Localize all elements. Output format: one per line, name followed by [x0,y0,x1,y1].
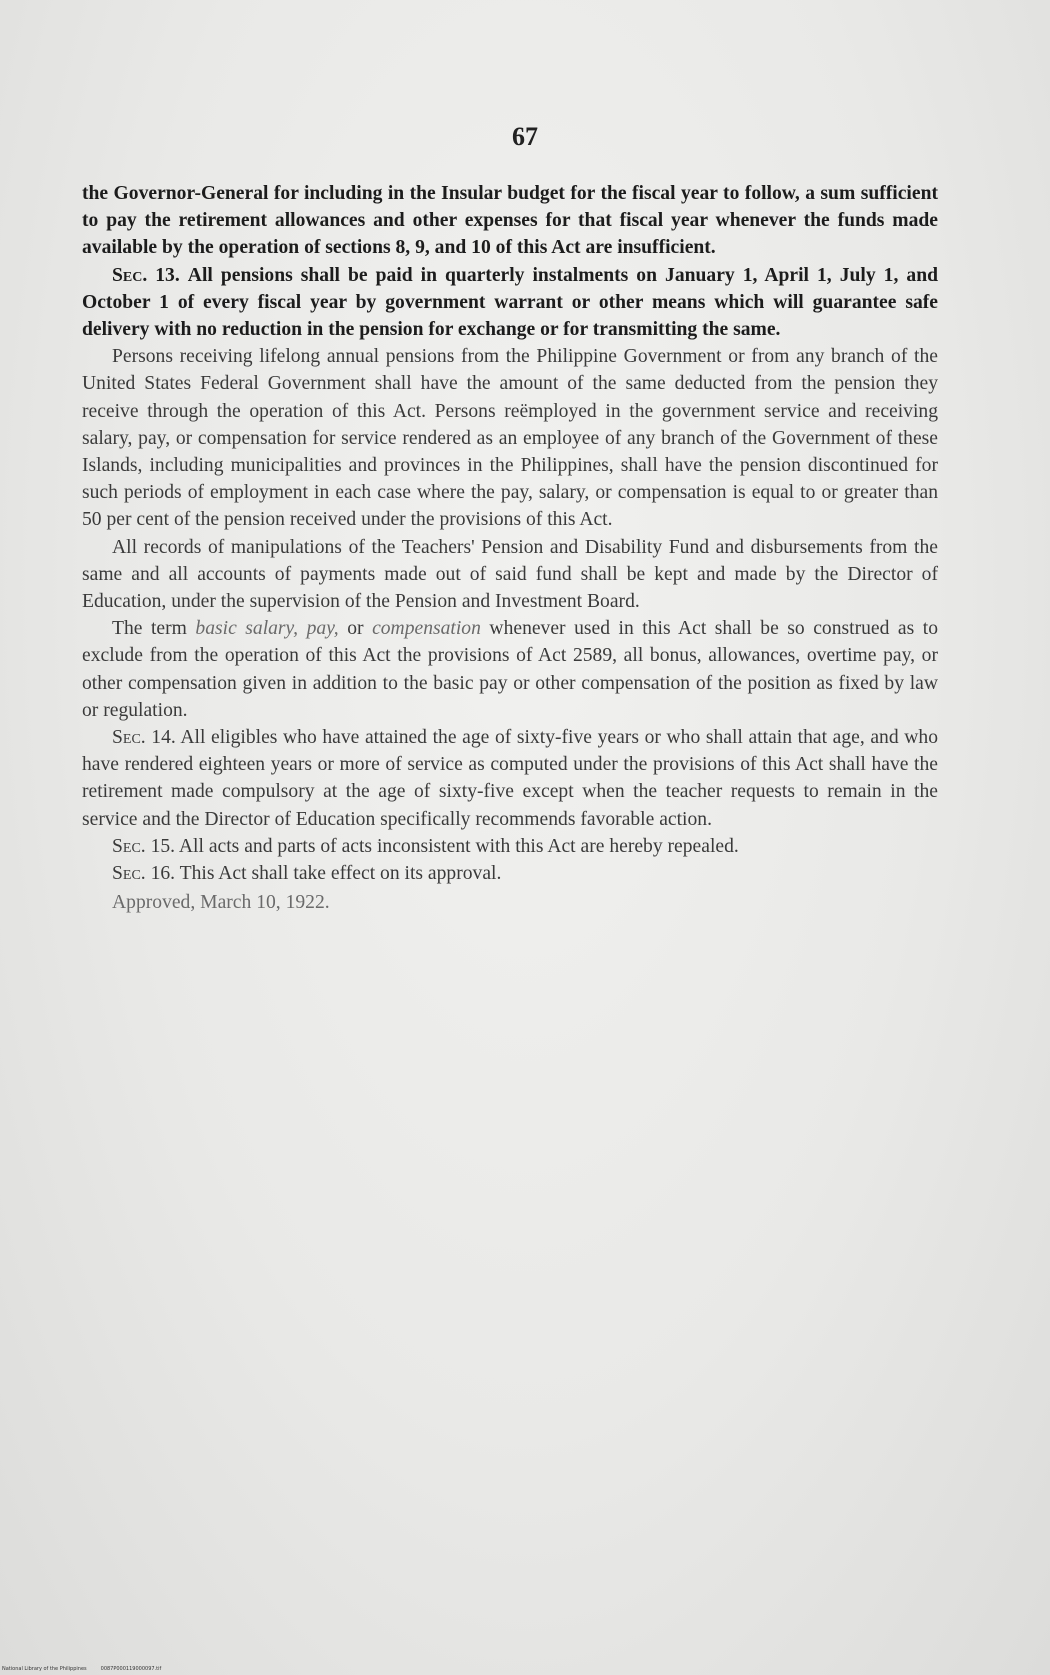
footer-credit-text: National Library of the Philippines [2,1666,87,1672]
term-pay: pay, [306,618,339,640]
section-text: This Act shall take effect on its approval. [179,863,502,885]
page-number: 67 [512,122,538,151]
paragraph-sec-16 [82,860,938,887]
section-text: All acts and parts of acts inconsistent with this Act are hereby repealed. [178,835,739,857]
footer-code-text: 0087P000119000097.tif [100,1666,162,1672]
term-compensation: compensation [372,618,481,640]
paragraph-records: All records of manipulations of the Teachers' Pension and Disability Fund and disbursements from the same and all accounts of payments made out of said fund shall be kept and made by the Director of Education, under the supervision of the Pension and Investment Board. [82,536,938,613]
section-text: All pensions shall be paid in quarterly instalments on January 1, April 1, July 1, and October 1 of every fiscal year by government warrant or other means which will guarantee safe delivery with no reduction in the pension for exchange or for transmitting the same. [82,264,938,341]
body-text [82,180,938,916]
approval-date: Approved, March 10, 1922. [112,892,330,914]
paragraph-lifelong-pensions: Persons receiving lifelong annual pensions from the Philippine Government or from any branch of the United States Federal Government shall have the amount of the same deducted from the pension they receive through the operation of this Act. Persons reëmployed in the government service and receiving salary, pay, or compensation for service rendered as an employee of any branch of the Government of these Islands, including municipalities and provinces in the Philippines, shall have the pension discontinued for such periods of employment in each case where the pay, salary, or compensation is equal to or greater than 50 per cent of the pension received under the provisions of this Act. [82,346,938,531]
text-after: whenever used in this Act shall be so construed as to exclude from the operation of this Act the provisions of Act 2589, all bonus, allowances, overtime pay, or other compensation given in addition to the basic pay or other compensation of the position as fixed by law or regulation. [82,618,938,721]
term-conjunction: or [347,618,364,640]
section-label: Sec. 16. [112,863,176,885]
paragraph-basic-salary [82,615,938,724]
section-label: Sec. 15. [112,835,176,857]
paragraph-continuation: the Governor-General for including in the Insular budget for the fiscal year to follow, a sum sufficient to pay the retirement allowances and other expenses for that fiscal year whenever the funds made available by the operation of sections 8, 9, and 10 of this Act are insufficient. [82,183,938,259]
term-basic-salary: basic salary, [195,618,299,640]
paragraph-sec-15 [82,833,938,860]
section-label: Sec. 14. [112,727,176,749]
paragraph-sec-13 [82,262,938,344]
section-text: All eligibles who have attained the age of sixty-five years or who shall attain that age, and who have rendered eighteen years or more of service as computed under the provisions of this Act shall have the retirement made compulsory at the age of sixty-five except when the teacher requests to remain in the service and the Director of Education specifically recommends favorable action. [82,727,938,830]
paragraph-sec-14 [82,724,938,833]
section-label: Sec. 13. [112,264,180,286]
text-before: The term [112,618,187,640]
scan-footer [2,1666,161,1672]
